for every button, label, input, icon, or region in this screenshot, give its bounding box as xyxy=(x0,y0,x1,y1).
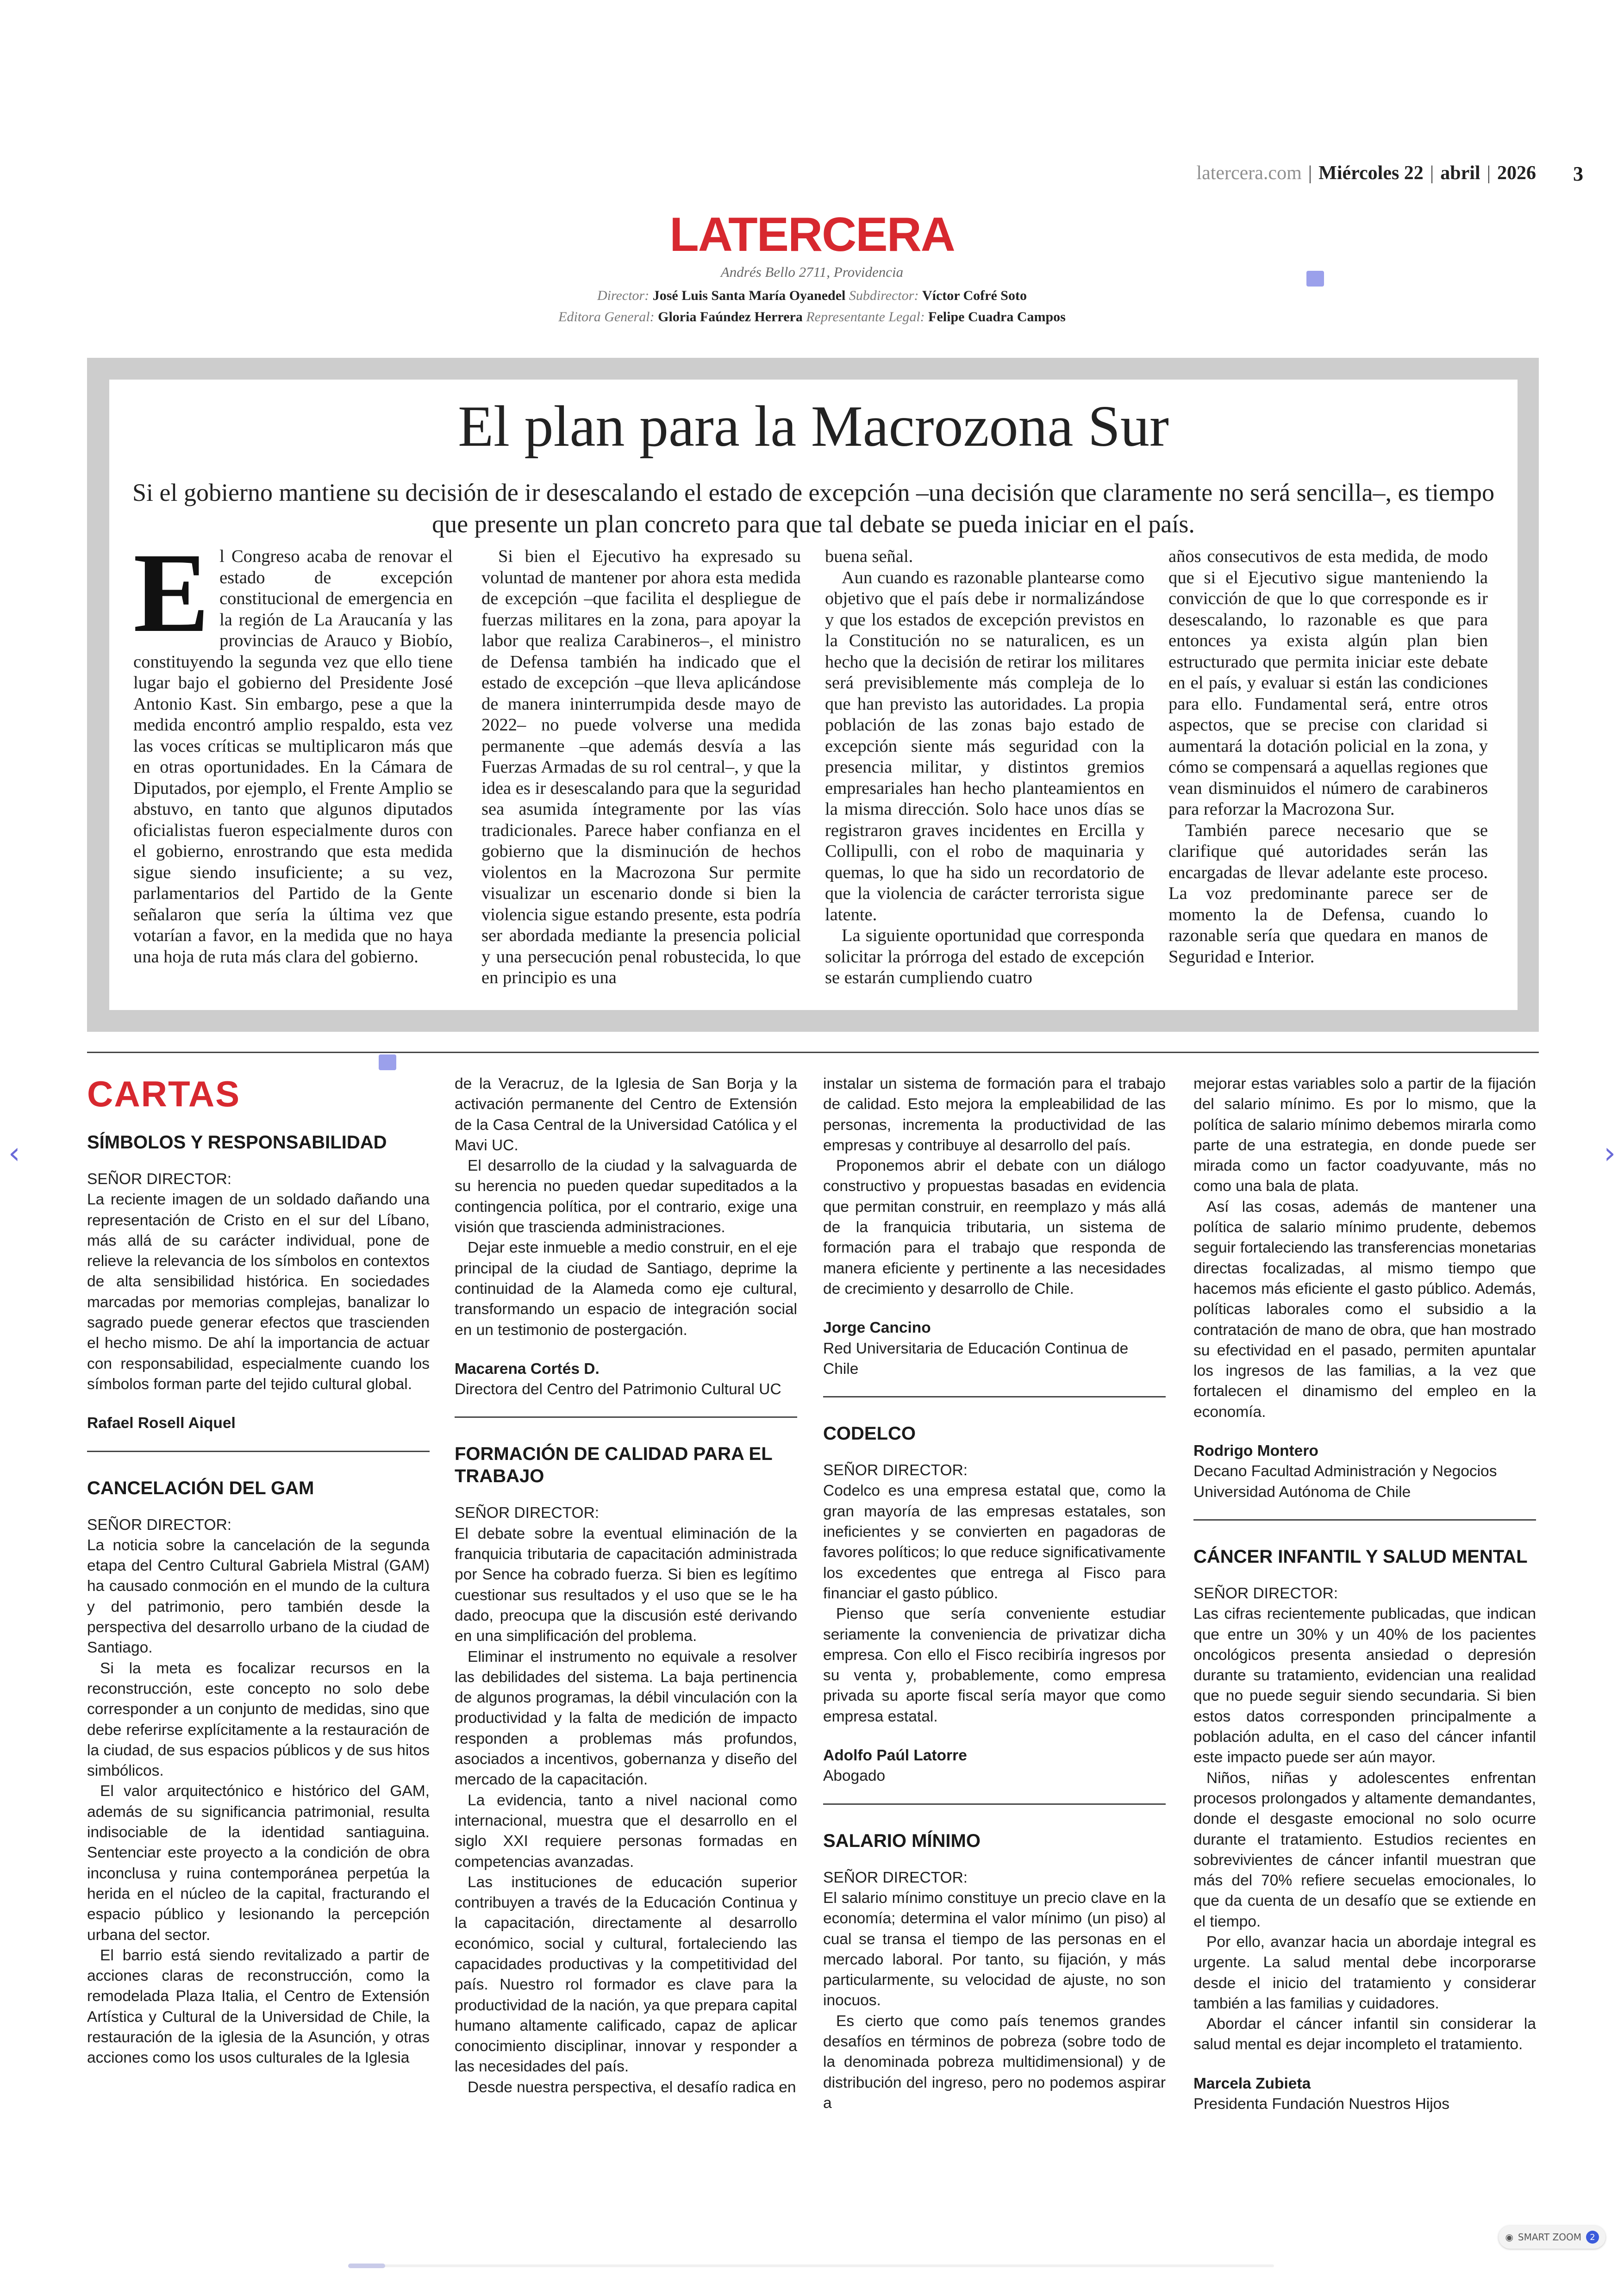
letters-column-1 xyxy=(87,1131,430,2069)
letter-signature: Rodrigo Montero xyxy=(1193,1442,1318,1460)
letter-paragraph: Por ello, avanzar hacia un abordaje integral es urgente. La salud mental debe incorporarse desde el inicio del tratamiento y considerar también a las familias y cuidadores. xyxy=(1193,1933,1536,2012)
letter-salutation: SEÑOR DIRECTOR: xyxy=(823,1869,968,1886)
staff-role: Director: xyxy=(597,288,650,303)
letter-salutation: SEÑOR DIRECTOR: xyxy=(455,1504,600,1522)
letter-paragraph: de la Veracruz, de la Iglesia de San Borja y la activación permanente del Centro de Extensión de la Casa Central de la Universidad Católica y el Mavi UC. xyxy=(455,1075,797,1154)
letter-divider xyxy=(1193,1519,1536,1521)
chevron-left-icon[interactable]: ‹ xyxy=(8,1136,20,1171)
letter-paragraph: Si la meta es focalizar recursos en la reconstrucción, este concepto no solo debe corresponder a un conjunto de medidas, sino que debe referirse explícitamente a la restauración de la ciudad, de sus espacios públicos y de sus hitos simbólicos. xyxy=(87,1659,430,1780)
letter-paragraph: El debate sobre la eventual eliminación de la franquicia tributaria de capacitación administrada por Sence ha cobrado fuerza. Si bien es legítimo cuestionar sus resultados y el uso que se le ha dado, preocupa que la discusión esté derivando en una simplificación del problema. xyxy=(455,1525,797,1645)
letter-paragraph: Así las cosas, además de mantener una política de salario mínimo prudente, debemos seguir fortaleciendo las transferencias monetarias directas focalizadas, al mismo tiempo que hacemos más eficiente el gasto público. Además, políticas laborales como el subsidio a la contratación de mano de obra, que han mostrado su efectividad en el pasado, permiten apuntalar los ingresos de las familias, a la vez que fortalecen el dinamismo del empleo en la economía. xyxy=(1193,1198,1536,1421)
letter-paragraph: Eliminar el instrumento no equivale a resolver las debilidades del sistema. La baja pertinencia de algunos programas, la débil vinculación con la productividad y la falta de medición de impacto responden a problemas más profundos, asociados a incentivos, gobernanza y diseño del mercado de la capacitación. xyxy=(455,1648,797,1789)
section-title-cartas: CARTAS xyxy=(87,1073,241,1114)
staff-name: Gloria Faúndez Herrera xyxy=(658,309,803,324)
staff-role: Subdirector: xyxy=(849,288,919,303)
drop-cap: E xyxy=(133,530,210,656)
letter-paragraph: El salario mínimo constituye un precio clave en la economía; determina el valor mínimo (un piso) al cual se transa el tiempo de las personas en el mercado laboral. Por tanto, su fijación, y más particularmente, su velocidad de ajuste, no son inocuos. xyxy=(823,1889,1166,2009)
letter-paragraph: Las instituciones de educación superior contribuyen a través de la Educación Continua y la capacitación, directamente al desarrollo económico, social y cultural, fortaleciendo las capacidades productivas y la competitividad del país. Nuestro rol formador es clave para la productividad de la nación, ya que prepara capital humano altamente calificado, capaz de aplicar conocimiento disciplinar, innovar y responder a las necesidades del país. xyxy=(455,1873,797,2076)
editorial-paragraph: Aun cuando es razonable plantearse como objetivo que el país debe ir normalizándose y que los estados de excepción previstos en la Constitución no se naturalicen, es un hecho que la decisión de retirar los militares será previsiblemente más compleja de lo que han previsto las autoridades. La propia población de las zonas bajo estado de excepción siente más seguridad con la presencia militar, y distintos gremios empresariales han hecho planteamientos en la misma dirección. Solo hace unos días se registraron graves incidentes en Ercilla y Collipulli, con el robo de maquinaria y quemas, lo que ha sido un recordatorio de que la violencia de carácter terrorista sigue latente. xyxy=(825,568,1144,924)
letter-paragraph: Las cifras recientemente publicadas, que indican que entre un 30% y un 40% de los pacientes oncológicos presenta ansiedad o depresión durante su tratamiento, evidencian una realidad que no puede seguir siendo secundaria. Si bien estos datos corresponden principalmente a población adulta, en el caso del cáncer infantil este impacto puede ser aún mayor. xyxy=(1193,1605,1536,1766)
letter-headline: SÍMBOLOS Y RESPONSABILIDAD xyxy=(87,1132,387,1153)
letter-signature: Adolfo Paúl Latorre xyxy=(823,1747,967,1765)
letter-divider xyxy=(823,1396,1166,1397)
letter-signature: Macarena Cortés D. xyxy=(455,1360,600,1378)
editorial-paragraph: También parece necesario que se clarifique qué autoridades serán las encargadas de llevar adelante este proceso. La voz predominante parece ser de momento la de Defensa, cuando lo razonable sería que quedara en manos de Seguridad e Interior. xyxy=(1168,820,1488,967)
editorial-paragraph: Si bien el Ejecutivo ha expresado su voluntad de mantener por ahora esta medida de excepción –que facilita el despliegue de fuerzas militares en la zona, para apoyar la labor que realiza Carabineros–, el ministro de Defensa también ha indicado que el estado de excepción –que lleva aplicándose de manera ininterrumpida desde mayo de 2022– no puede volverse una medida permanente –que además desvía a las Fuerzas Armadas de su rol central–, y que la idea es ir desescalando para que la seguridad sea asumida íntegramente por las vías tradicionales. Parece haber confianza en el gobierno que la disminución de hechos violentos en la Macrozona Sur permite visualizar un escenario donde si bien la violencia sigue estando presente, esta podría ser abordada mediante la presencia policial y una persecución penal robustecida, lo que en principio es una xyxy=(481,547,801,987)
letter-affiliation: Decano Facultad Administración y Negocios Universidad Autónoma de Chile xyxy=(1193,1463,1497,1501)
letter-affiliation: Presidenta Fundación Nuestros Hijos xyxy=(1193,2095,1450,2113)
letter-paragraph: Codelco es una empresa estatal que, como la gran mayoría de las empresas estatales, son ineficientes y se convierten en pagadoras de favores políticos; lo que reduce significativamente los excedentes que entrega al Fisco para financiar el gasto público. xyxy=(823,1482,1166,1602)
date-month: abril xyxy=(1440,162,1480,184)
editorial-subtitle: Si el gobierno mantiene su decisión de ir desescalando el estado de excepción –una decisión que claramente no será sencilla–, es tiempo que presente un plan concreto para que tal debate se pueda iniciar en el país. xyxy=(132,479,1494,538)
letter-signature: Jorge Cancino xyxy=(823,1319,931,1337)
letter-paragraph: La evidencia, tanto a nivel nacional como internacional, muestra que el desarrollo en el siglo XXI requiere personas formadas en competencias avanzadas. xyxy=(455,1791,797,1871)
zoom-badge: 2 xyxy=(1586,2231,1599,2244)
separator: | xyxy=(1487,162,1491,184)
letter-signature: Rafael Rosell Aiquel xyxy=(87,1415,236,1432)
page-number: 3 xyxy=(1573,162,1583,185)
letter-paragraph: Niños, niñas y adolescentes enfrentan procesos prolongados y altamente demandantes, donde el desgaste emocional no solo ocurre durante el tratamiento. Estudios recientes en sobrevivientes de cáncer infantil muestran que más del 70% refiere secuelas emocionales, lo que da cuenta de un desafío que se extiende en el tiempo. xyxy=(1193,1769,1536,1930)
editorial-paragraph: buena señal. xyxy=(825,547,913,566)
smart-zoom-button[interactable] xyxy=(1499,2226,1605,2249)
letter-paragraph: El barrio está siendo revitalizado a partir de acciones claras de reconstrucción, como la remodelada Plaza Italia, el Centro de Extensión Artística y Cultural de la Universidad de Chile, la restauración de la iglesia de la Asunción, y otras acciones como los usos culturales de la Iglesia xyxy=(87,1946,430,2067)
letter-paragraph: Proponemos abrir el debate con un diálogo constructivo y propuestas basadas en evidencia que permitan construir, en reemplazo y más allá de la franquicia tributaria, un sistema de formación para el trabajo que responda de manera eficiente y pertinente a las necesidades de crecimiento y desarrollo de Chile. xyxy=(823,1157,1166,1297)
newspaper-logo: LATERCERA xyxy=(669,208,955,262)
letter-affiliation: Abogado xyxy=(823,1767,886,1785)
section-divider xyxy=(87,1052,1539,1053)
letter-salutation: SEÑOR DIRECTOR: xyxy=(87,1516,232,1534)
smart-zoom-label: SMART ZOOM xyxy=(1518,2232,1581,2243)
article-hotspot-marker[interactable] xyxy=(379,1054,396,1070)
editorial-title: El plan para la Macrozona Sur xyxy=(458,394,1169,459)
letter-paragraph: mejorar estas variables solo a partir de la fijación del salario mínimo. Es por lo mismo, que la política de salario mínimo debemos mirarla como parte de una estrategia, en donde puede ser mirada como un factor coadyuvante, más no como una bala de plata. xyxy=(1193,1075,1536,1195)
letter-paragraph: Desde nuestra perspectiva, el desafío radica en xyxy=(468,2078,796,2096)
staff-name: José Luis Santa María Oyanedel xyxy=(652,288,846,303)
letter-salutation: SEÑOR DIRECTOR: xyxy=(823,1462,968,1479)
staff-line-2 xyxy=(0,309,1624,325)
letter-paragraph: Es cierto que como país tenemos grandes desafíos en términos de pobreza (sobre todo de la denominada pobreza multidimensional) y de distribución del ingreso, pero no podemos aspirar a xyxy=(823,2012,1166,2112)
letter-affiliation: Red Universitaria de Educación Continua de Chile xyxy=(823,1340,1129,1378)
letter-headline: CÁNCER INFANTIL Y SALUD MENTAL xyxy=(1193,1546,1528,1567)
letter-affiliation: Directora del Centro del Patrimonio Cultural UC xyxy=(455,1381,781,1398)
letters-column-2 xyxy=(455,1074,797,2098)
editorial-paragraph: años consecutivos de esta medida, de modo que si el Ejecutivo sigue manteniendo la convicción de que lo que corresponde es ir desescalando, lo razonable es que para entonces ya exista algún plan bien estructurado que permita iniciar este debate en el país, y evaluar si están las condiciones para ello. Fundamental será, entre otros aspectos, que se precise con claridad si aumentará la dotación policial en la zona, y cómo se compensará a aquellas regiones que vean disminuidos el número de carabineros para reforzar la Macrozona Sur. xyxy=(1168,547,1488,819)
scroll-thumb[interactable] xyxy=(348,2264,385,2268)
staff-name: Felipe Cuadra Campos xyxy=(928,309,1066,324)
editorial-column-1 xyxy=(133,530,453,967)
letter-headline: FORMACIÓN DE CALIDAD PARA EL TRABAJO xyxy=(455,1444,772,1487)
letter-headline: CANCELACIÓN DEL GAM xyxy=(87,1478,314,1498)
letter-paragraph: instalar un sistema de formación para el trabajo de calidad. Esto mejora la empleabilidad de las personas, incrementa la productividad de las empresas y contribuye al desarrollo del país. xyxy=(823,1075,1166,1154)
letter-paragraph: La reciente imagen de un soldado dañando una representación de Cristo en el sur del Líbano, más allá de su carácter individual, pone de relieve la relevancia de los símbolos en contextos de alta sensibilidad histórica. En sociedades marcadas por memorias complejas, banalizar lo sagrado puede generar efectos que trascienden el hecho mismo. De ahí la importancia de actuar con responsabilidad, especialmente cuando los símbolos forman parte del tejido cultural global. xyxy=(87,1191,430,1393)
editorial-paragraph: l Congreso acaba de renovar el estado de excepción constitucional de emergencia en la región de La Araucanía y las provincias de Arauco y Biobío, constituyendo la segunda vez que ello tiene lugar bajo el gobierno del Presidente José Antonio Kast. Sin embargo, pese a que la medida encontró amplio respaldo, esta vez las voces críticas se multiplicaron más que en otras oportunidades. En la Cámara de Diputados, por ejemplo, el Frente Amplio se abstuvo, en tanto que algunos diputados oficialistas fueron especialmente duros con el gobierno, enrostrando que esta medida sigue siendo insuficiente; a su vez, parlamentarios del Partido de la Gente señalaron que sería la última vez que votarían a favor, en la medida que no haya una hoja de ruta más clara del gobierno. xyxy=(133,547,453,967)
letter-salutation: SEÑOR DIRECTOR: xyxy=(87,1171,232,1188)
letter-salutation: SEÑOR DIRECTOR: xyxy=(1193,1584,1338,1602)
letter-signature: Marcela Zubieta xyxy=(1193,2075,1311,2092)
date-year: 2026 xyxy=(1497,162,1536,184)
staff-role: Editora General: xyxy=(558,309,655,324)
letter-paragraph: Pienso que sería conveniente estudiar seriamente la conveniencia de privatizar dicha empresa. Con ello el Fisco recibiría ingresos por su venta y, probablemente, como empresa privada su aporte fiscal sería mayor que como empresa estatal. xyxy=(823,1605,1166,1725)
editorial-column-2 xyxy=(481,546,801,989)
site-url[interactable]: latercera.com xyxy=(1196,162,1302,184)
letters-column-3 xyxy=(823,1074,1166,2114)
date-day: Miércoles 22 xyxy=(1318,162,1424,184)
separator: | xyxy=(1430,162,1434,184)
letter-paragraph: La noticia sobre la cancelación de la segunda etapa del Centro Cultural Gabriela Mistral (GAM) ha causado conmoción en el mundo de la cultura y del patrimonio, pero también desde la perspectiva del desarrollo urbano de la ciudad de Santiago. xyxy=(87,1536,430,1657)
staff-line-1 xyxy=(0,288,1624,304)
editorial-column-3 xyxy=(825,546,1144,989)
eye-icon: ◉ xyxy=(1505,2232,1513,2243)
address: Andrés Bello 2711, Providencia xyxy=(720,264,904,280)
letter-divider xyxy=(455,1416,797,1418)
staff-role: Representante Legal: xyxy=(806,309,925,324)
letter-divider xyxy=(823,1803,1166,1805)
chevron-right-icon[interactable]: › xyxy=(1604,1136,1616,1171)
letter-divider xyxy=(87,1451,430,1452)
letter-paragraph: El desarrollo de la ciudad y la salvaguarda de su herencia no pueden quedar supeditados a la contingencia política, por el contrario, exige una visión que trascienda administraciones. xyxy=(455,1157,797,1236)
staff-name: Víctor Cofré Soto xyxy=(922,288,1027,303)
date-line xyxy=(1196,162,1536,184)
letter-paragraph: Dejar este inmueble a medio construir, en el eje principal de la ciudad de Santiago, deprime la continuidad de la Alameda como eje cultural, transformando un espacio de integración social en un testimonio de postergación. xyxy=(455,1239,797,1339)
article-hotspot-marker[interactable] xyxy=(1306,271,1324,287)
scroll-track[interactable] xyxy=(348,2264,1274,2267)
editorial-column-4 xyxy=(1168,546,1488,967)
letter-headline: SALARIO MÍNIMO xyxy=(823,1830,981,1851)
editorial-paragraph: La siguiente oportunidad que corresponda solicitar la prórroga del estado de excepción se estarán cumpliendo cuatro xyxy=(825,926,1144,987)
letters-column-4 xyxy=(1193,1074,1536,2114)
separator: | xyxy=(1308,162,1312,184)
letter-headline: CODELCO xyxy=(823,1423,916,1444)
letter-paragraph: Abordar el cáncer infantil sin considerar la salud mental es dejar incompleto el tratamiento. xyxy=(1193,2015,1536,2053)
letter-paragraph: El valor arquitectónico e histórico del GAM, además de su significancia patrimonial, resulta indisociable de la identidad santiaguina. Sentenciar este proyecto a la condición de obra inconclusa y ruina contemporánea perpetúa la herida en el núcleo de la capital, fracturando el espacio público y lesionando la percepción urbana del sector. xyxy=(87,1783,430,1944)
